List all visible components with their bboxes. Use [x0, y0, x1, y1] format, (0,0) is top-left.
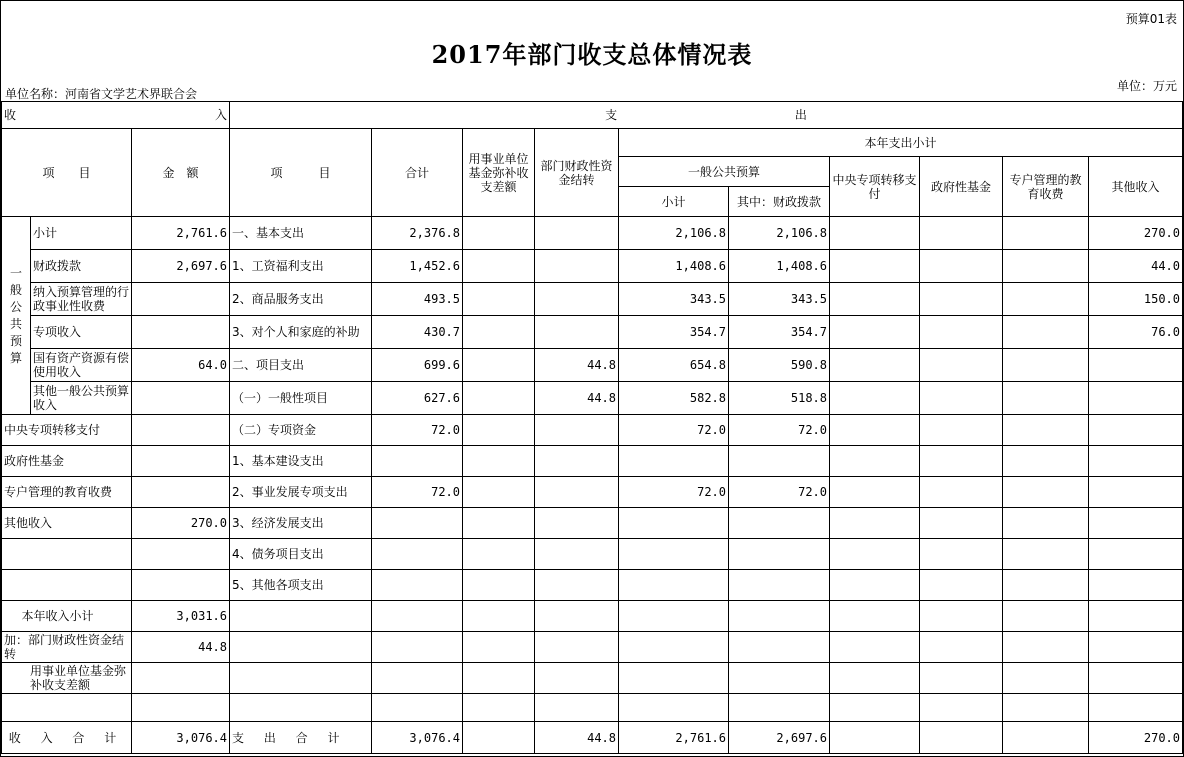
- other-income-cell: [1089, 694, 1183, 722]
- carryover-cell: [535, 283, 619, 316]
- other-income-header: 其他收入: [1089, 157, 1183, 217]
- gov-fund-cell: [920, 477, 1003, 508]
- central-cell: [830, 508, 920, 539]
- subtotal-cell: [619, 632, 729, 663]
- unit-label: 单位：万元: [1116, 79, 1177, 93]
- income-item: [2, 539, 132, 570]
- total-cell: [372, 663, 463, 694]
- year-subtotal-header: 本年支出小计: [619, 129, 1183, 157]
- expense-header-left: 支: [605, 108, 618, 122]
- edu-fee-cell: [1003, 601, 1089, 632]
- fund-gap-cell: [463, 632, 535, 663]
- income-item: 加：部门财政性资金结转: [2, 632, 132, 663]
- fiscal-cell: 518.8: [729, 382, 830, 415]
- other-income-cell: [1089, 382, 1183, 415]
- fiscal-cell: 72.0: [729, 415, 830, 446]
- central-cell: [830, 539, 920, 570]
- other-income-cell: [1089, 477, 1183, 508]
- table-row: [2, 446, 1183, 477]
- income-amount: [132, 539, 230, 570]
- table-body: [2, 217, 1183, 754]
- income-item: 财政拨款: [31, 250, 132, 283]
- total-cell: 1,452.6: [372, 250, 463, 283]
- central-cell: [830, 250, 920, 283]
- fund-gap-header: 用事业单位基金弥补收支差额: [463, 129, 535, 217]
- income-item: 专户管理的教育收费: [2, 477, 132, 508]
- table-row: [2, 601, 1183, 632]
- income-amount: 2,761.6: [132, 217, 230, 250]
- subtotal-cell: [619, 539, 729, 570]
- fiscal-cell: [729, 446, 830, 477]
- total-cell: 627.6: [372, 382, 463, 415]
- fund-gap-cell: [463, 446, 535, 477]
- fiscal-cell: 2,697.6: [729, 722, 830, 754]
- fiscal-cell: [729, 601, 830, 632]
- subtotal-cell: 343.5: [619, 283, 729, 316]
- other-income-cell: [1089, 632, 1183, 663]
- total-cell: [372, 694, 463, 722]
- central-cell: [830, 283, 920, 316]
- edu-fee-cell: [1003, 415, 1089, 446]
- carryover-cell: [535, 570, 619, 601]
- edu-fee-cell: [1003, 250, 1089, 283]
- central-cell: [830, 217, 920, 250]
- subtotal-cell: 582.8: [619, 382, 729, 415]
- table-row: [2, 415, 1183, 446]
- total-cell: [372, 446, 463, 477]
- income-item: 用事业单位基金弥补收支差额: [2, 663, 132, 694]
- gov-fund-cell: [920, 722, 1003, 754]
- fiscal-cell: [729, 570, 830, 601]
- edu-fee-cell: [1003, 283, 1089, 316]
- income-amount: [132, 477, 230, 508]
- carryover-cell: [535, 217, 619, 250]
- other-income-cell: 270.0: [1089, 722, 1183, 754]
- expense-item: 二、项目支出: [230, 349, 372, 382]
- subtotal-cell: 654.8: [619, 349, 729, 382]
- subtotal-cell: 72.0: [619, 415, 729, 446]
- other-income-cell: [1089, 570, 1183, 601]
- income-item: 其他收入: [2, 508, 132, 539]
- subtotal-cell: 2,761.6: [619, 722, 729, 754]
- form-code: 预算01表: [1125, 12, 1177, 26]
- expense-item: 1、工资福利支出: [230, 250, 372, 283]
- income-amount: 3,076.4: [132, 722, 230, 754]
- edu-fee-cell: [1003, 382, 1089, 415]
- expense-item: [230, 694, 372, 722]
- expense-item: 支 出 合 计: [230, 722, 372, 754]
- total-header: 合计: [372, 129, 463, 217]
- total-cell: [372, 508, 463, 539]
- table-row: [2, 694, 1183, 722]
- table-row: [2, 508, 1183, 539]
- table-row: [2, 217, 1183, 250]
- expense-item: 3、对个人和家庭的补助: [230, 316, 372, 349]
- income-amount: [132, 694, 230, 722]
- carryover-cell: [535, 415, 619, 446]
- fund-gap-cell: [463, 694, 535, 722]
- fund-gap-cell: [463, 539, 535, 570]
- income-amount: [132, 382, 230, 415]
- edu-fee-cell: [1003, 349, 1089, 382]
- gov-fund-cell: [920, 632, 1003, 663]
- fiscal-cell: 590.8: [729, 349, 830, 382]
- total-cell: [372, 539, 463, 570]
- carryover-cell: [535, 601, 619, 632]
- edu-fee-cell: [1003, 217, 1089, 250]
- table-row: [2, 477, 1183, 508]
- fund-gap-cell: [463, 217, 535, 250]
- other-income-cell: 76.0: [1089, 316, 1183, 349]
- central-cell: [830, 570, 920, 601]
- page-title: 2017年部门收支总体情况表: [431, 40, 753, 69]
- fiscal-cell: [729, 663, 830, 694]
- org-name: 单位名称：河南省文学艺术界联合会: [5, 87, 198, 101]
- other-income-cell: [1089, 539, 1183, 570]
- central-cell: [830, 722, 920, 754]
- expense-item: [230, 663, 372, 694]
- table-row: [2, 316, 1183, 349]
- income-item-header: 项 目: [2, 129, 132, 217]
- central-transfer-header: 中央专项转移支付: [830, 157, 920, 217]
- edu-fee-cell: [1003, 539, 1089, 570]
- table-row: [2, 539, 1183, 570]
- edu-fee-cell: [1003, 477, 1089, 508]
- general-budget-group-label: 一般公共预算: [10, 265, 23, 365]
- fund-gap-cell: [463, 663, 535, 694]
- income-amount: 44.8: [132, 632, 230, 663]
- income-item: 专项收入: [31, 316, 132, 349]
- total-cell: 493.5: [372, 283, 463, 316]
- central-cell: [830, 694, 920, 722]
- income-amount: [132, 446, 230, 477]
- edu-fee-cell: [1003, 508, 1089, 539]
- fiscal-cell: 72.0: [729, 477, 830, 508]
- income-amount: 3,031.6: [132, 601, 230, 632]
- total-cell: 699.6: [372, 349, 463, 382]
- other-income-cell: [1089, 446, 1183, 477]
- fiscal-cell: [729, 694, 830, 722]
- central-cell: [830, 477, 920, 508]
- gov-fund-cell: [920, 283, 1003, 316]
- gov-fund-cell: [920, 570, 1003, 601]
- fund-gap-cell: [463, 316, 535, 349]
- income-amount: 2,697.6: [132, 250, 230, 283]
- income-amount: [132, 570, 230, 601]
- fiscal-cell: 2,106.8: [729, 217, 830, 250]
- expense-item: （二）专项资金: [230, 415, 372, 446]
- subtotal-cell: [619, 508, 729, 539]
- central-cell: [830, 446, 920, 477]
- income-amount-header: 金 额: [132, 129, 230, 217]
- other-income-cell: [1089, 415, 1183, 446]
- expense-header-right: 出: [794, 108, 807, 122]
- income-amount: [132, 415, 230, 446]
- fiscal-cell: [729, 539, 830, 570]
- carryover-cell: [535, 446, 619, 477]
- total-cell: 430.7: [372, 316, 463, 349]
- expense-item: 5、其他各项支出: [230, 570, 372, 601]
- income-amount: 64.0: [132, 349, 230, 382]
- fund-gap-cell: [463, 250, 535, 283]
- carryover-cell: [535, 508, 619, 539]
- gov-fund-cell: [920, 694, 1003, 722]
- income-header-left: 收: [4, 108, 17, 122]
- gov-fund-header: 政府性基金: [920, 157, 1003, 217]
- subtotal-cell: [619, 601, 729, 632]
- subtotal-cell: 72.0: [619, 477, 729, 508]
- income-item: 其他一般公共预算收入: [31, 382, 132, 415]
- subtotal-cell: [619, 694, 729, 722]
- table-row: [2, 570, 1183, 601]
- gov-fund-cell: [920, 349, 1003, 382]
- general-budget-header: 一般公共预算: [619, 157, 830, 187]
- central-cell: [830, 349, 920, 382]
- gov-fund-cell: [920, 663, 1003, 694]
- income-header: [2, 102, 230, 129]
- expense-item: 2、商品服务支出: [230, 283, 372, 316]
- fiscal-cell: [729, 508, 830, 539]
- other-income-cell: [1089, 349, 1183, 382]
- table-row: [2, 663, 1183, 694]
- carryover-cell: [535, 539, 619, 570]
- other-income-cell: 44.0: [1089, 250, 1183, 283]
- subtotal-cell: 354.7: [619, 316, 729, 349]
- expense-item: （一）一般性项目: [230, 382, 372, 415]
- table-row: [2, 722, 1183, 754]
- gov-fund-cell: [920, 382, 1003, 415]
- edu-fee-cell: [1003, 722, 1089, 754]
- subtotal-cell: [619, 663, 729, 694]
- other-income-cell: 150.0: [1089, 283, 1183, 316]
- income-item: 政府性基金: [2, 446, 132, 477]
- edu-fee-cell: [1003, 570, 1089, 601]
- expense-item: [230, 601, 372, 632]
- income-item: 中央专项转移支付: [2, 415, 132, 446]
- carryover-cell: [535, 250, 619, 283]
- income-item: [2, 570, 132, 601]
- fund-gap-cell: [463, 477, 535, 508]
- carryover-cell: [535, 663, 619, 694]
- income-item: 国有资产资源有偿使用收入: [31, 349, 132, 382]
- table-header: [2, 102, 1183, 217]
- income-item: 收 入 合 计: [2, 722, 132, 754]
- gov-fund-cell: [920, 539, 1003, 570]
- expense-header: [230, 102, 1183, 129]
- subtotal-cell: [619, 446, 729, 477]
- central-cell: [830, 382, 920, 415]
- expense-item-header: 项 目: [230, 129, 372, 217]
- fund-gap-cell: [463, 722, 535, 754]
- edu-fee-cell: [1003, 632, 1089, 663]
- other-income-cell: [1089, 663, 1183, 694]
- income-amount: [132, 663, 230, 694]
- carryover-header: 部门财政性资金结转: [535, 129, 619, 217]
- income-item: [2, 694, 132, 722]
- fund-gap-cell: [463, 349, 535, 382]
- expense-item: 1、基本建设支出: [230, 446, 372, 477]
- central-cell: [830, 632, 920, 663]
- income-item: 纳入预算管理的行政事业性收费: [31, 283, 132, 316]
- income-amount: [132, 316, 230, 349]
- table-row: [2, 349, 1183, 382]
- subtotal-header: 小计: [619, 187, 729, 217]
- subtotal-cell: 1,408.6: [619, 250, 729, 283]
- total-cell: [372, 601, 463, 632]
- central-cell: [830, 663, 920, 694]
- fund-gap-cell: [463, 601, 535, 632]
- expense-item: 3、经济发展支出: [230, 508, 372, 539]
- income-amount: 270.0: [132, 508, 230, 539]
- gov-fund-cell: [920, 250, 1003, 283]
- edu-fee-cell: [1003, 663, 1089, 694]
- gov-fund-cell: [920, 601, 1003, 632]
- income-amount: [132, 283, 230, 316]
- total-cell: 2,376.8: [372, 217, 463, 250]
- fiscal-cell: [729, 632, 830, 663]
- subtotal-cell: [619, 570, 729, 601]
- general-budget-group: [2, 217, 31, 415]
- income-header-right: 入: [214, 108, 227, 122]
- income-item: 本年收入小计: [2, 601, 132, 632]
- fiscal-cell: 1,408.6: [729, 250, 830, 283]
- fiscal-header: 其中：财政拨款: [729, 187, 830, 217]
- total-cell: 72.0: [372, 477, 463, 508]
- gov-fund-cell: [920, 446, 1003, 477]
- expense-item: [230, 632, 372, 663]
- central-cell: [830, 601, 920, 632]
- carryover-cell: [535, 477, 619, 508]
- total-cell: [372, 632, 463, 663]
- income-item: 小计: [31, 217, 132, 250]
- total-cell: [372, 570, 463, 601]
- fund-gap-cell: [463, 415, 535, 446]
- carryover-cell: 44.8: [535, 349, 619, 382]
- table-row: [2, 250, 1183, 283]
- carryover-cell: 44.8: [535, 722, 619, 754]
- carryover-cell: [535, 316, 619, 349]
- other-income-cell: [1089, 601, 1183, 632]
- gov-fund-cell: [920, 316, 1003, 349]
- edu-fee-cell: [1003, 316, 1089, 349]
- gov-fund-cell: [920, 415, 1003, 446]
- table-row: [2, 283, 1183, 316]
- total-cell: 3,076.4: [372, 722, 463, 754]
- carryover-cell: [535, 694, 619, 722]
- gov-fund-cell: [920, 508, 1003, 539]
- expense-item: 2、事业发展专项支出: [230, 477, 372, 508]
- edu-fee-header: 专户管理的教育收费: [1003, 157, 1089, 217]
- central-cell: [830, 316, 920, 349]
- expense-item: 一、基本支出: [230, 217, 372, 250]
- fiscal-cell: 343.5: [729, 283, 830, 316]
- other-income-cell: [1089, 508, 1183, 539]
- edu-fee-cell: [1003, 446, 1089, 477]
- carryover-cell: 44.8: [535, 382, 619, 415]
- gov-fund-cell: [920, 217, 1003, 250]
- carryover-cell: [535, 632, 619, 663]
- total-cell: 72.0: [372, 415, 463, 446]
- subtotal-cell: 2,106.8: [619, 217, 729, 250]
- fund-gap-cell: [463, 382, 535, 415]
- fund-gap-cell: [463, 283, 535, 316]
- central-cell: [830, 415, 920, 446]
- other-income-cell: 270.0: [1089, 217, 1183, 250]
- fund-gap-cell: [463, 570, 535, 601]
- fiscal-cell: 354.7: [729, 316, 830, 349]
- edu-fee-cell: [1003, 694, 1089, 722]
- summary-table: [1, 101, 1183, 754]
- table-row: [2, 632, 1183, 663]
- fund-gap-cell: [463, 508, 535, 539]
- expense-item: 4、债务项目支出: [230, 539, 372, 570]
- table-row: [2, 382, 1183, 415]
